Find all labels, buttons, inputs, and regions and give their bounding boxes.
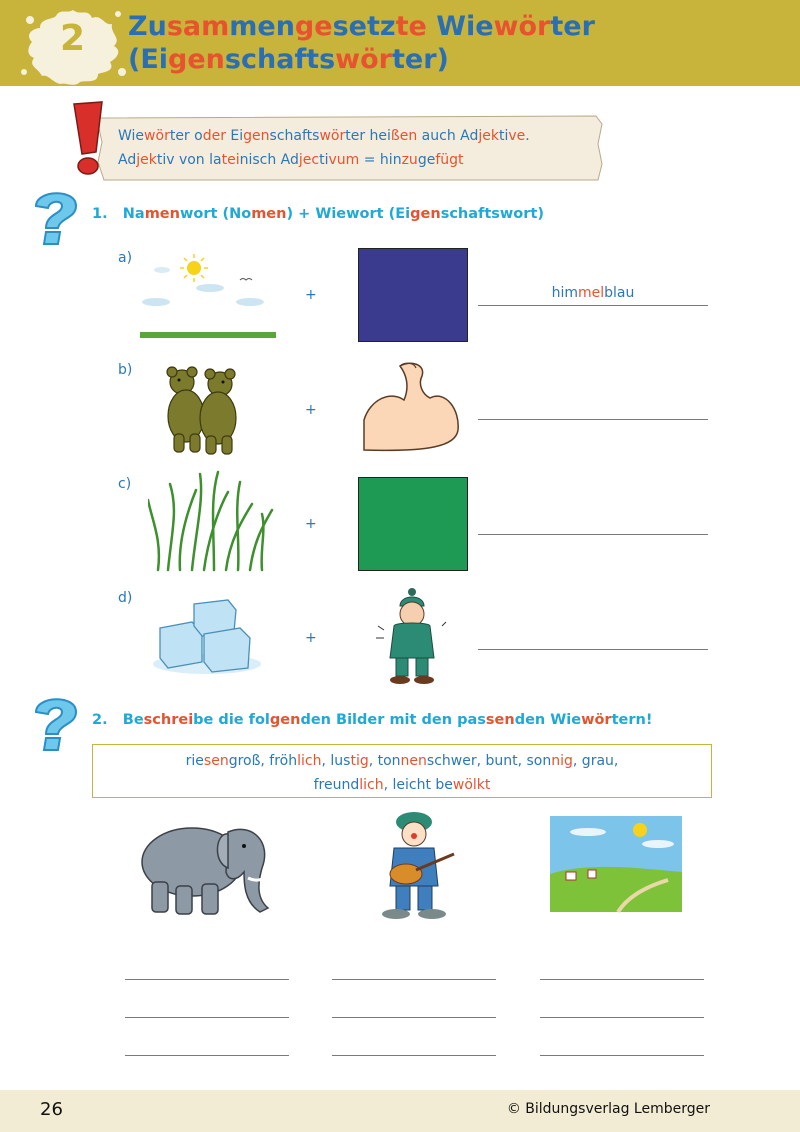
bears-picture (152, 364, 252, 458)
landscape-picture (548, 812, 684, 916)
answer-line-elephant-2[interactable] (125, 1017, 289, 1018)
dark-blue-square (358, 248, 468, 342)
page-title (128, 10, 595, 76)
answer-line-landscape-1[interactable] (540, 979, 704, 980)
item-d-plus: + (305, 630, 317, 646)
item-b-label: b) (118, 362, 133, 378)
answer-line-clown-3[interactable] (332, 1055, 496, 1056)
page-number: 26 (40, 1099, 63, 1120)
info-line-1: Wiewörter oder Eigenschaftswörter heißen auch Adjektive. (118, 128, 530, 144)
elephant-picture (132, 812, 280, 918)
answer-line-elephant-3[interactable] (125, 1055, 289, 1056)
question-mark-icon (26, 186, 86, 248)
item-d-label: d) (118, 590, 133, 606)
answer-line-c[interactable] (478, 534, 708, 535)
answer-line-b[interactable] (478, 419, 708, 420)
answer-line-d[interactable] (478, 649, 708, 650)
answer-line-landscape-3[interactable] (540, 1055, 704, 1056)
freezing-man-picture (372, 586, 452, 686)
answer-line-a[interactable] (478, 305, 708, 306)
muscle-arm-picture (360, 360, 462, 456)
title-line-2: (Eigenschaftswörter) (128, 44, 449, 75)
copyright: © Bildungsverlag Lemberger (506, 1101, 710, 1117)
item-c-label: c) (118, 476, 132, 492)
example-answer: himmelblau (551, 285, 635, 301)
title-line-1: Zusammengesetzte Wiewörter (128, 11, 595, 42)
question-mark-icon (26, 692, 86, 754)
answer-line-clown-2[interactable] (332, 1017, 496, 1018)
word-bank-line-2: freundlich, leicht bewölkt (313, 777, 491, 793)
item-b-plus: + (305, 402, 317, 418)
item-a-plus: + (305, 287, 317, 303)
word-bank-line-1: riesengroß, fröhlich, lustig, tonnenschwer, bunt, sonnig, grau, (185, 753, 619, 769)
info-line-2: Adjektiv von lateinisch Adjectivum = hinzugefügt (118, 152, 464, 168)
ice-cubes-picture (152, 598, 262, 676)
clown-picture (366, 808, 462, 922)
answer-line-clown-1[interactable] (332, 979, 496, 980)
grass-picture (148, 470, 274, 572)
task-1-heading: 1. Namenwort (Nomen) + Wiewort (Eigenschaftswort) (92, 206, 544, 222)
exclamation-icon (66, 100, 110, 180)
green-square (358, 477, 468, 571)
item-a-label: a) (118, 250, 133, 266)
chapter-number: 2 (60, 18, 86, 59)
sky-picture (140, 252, 276, 342)
task-2-heading: 2. Beschreibe die folgenden Bilder mit den passenden Wiewörtern! (92, 712, 653, 728)
item-c-plus: + (305, 516, 317, 532)
answer-line-landscape-2[interactable] (540, 1017, 704, 1018)
word-bank (92, 749, 712, 797)
info-text (118, 124, 530, 172)
answer-line-elephant-1[interactable] (125, 979, 289, 980)
